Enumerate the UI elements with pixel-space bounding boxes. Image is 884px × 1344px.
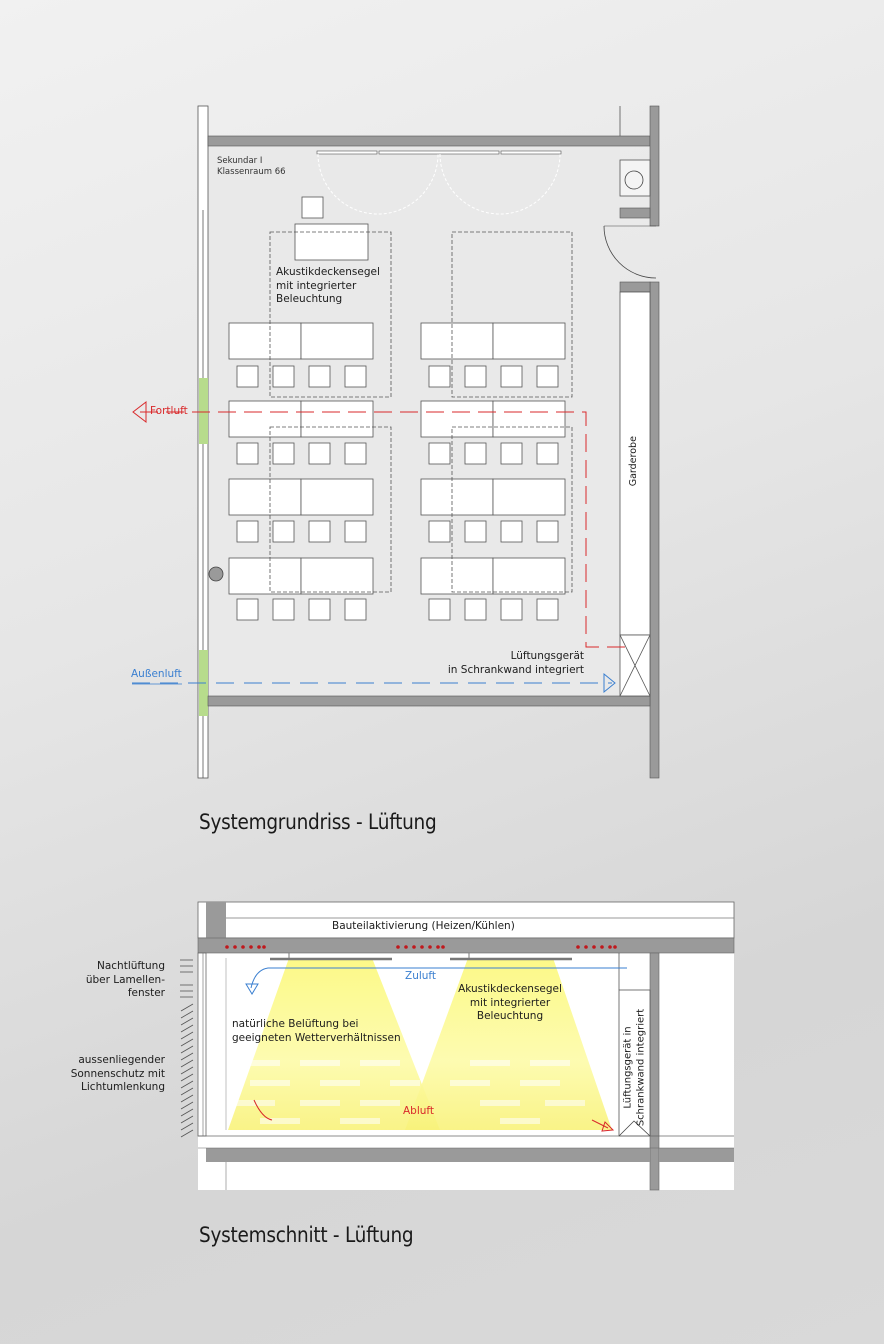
extract-air-label: Abluft (403, 1105, 435, 1117)
ventilation-unit-label: Lüftungsgerät in Schrankwand integriert (447, 650, 584, 676)
sun-shading-label: aussenliegender Sonnenschutz mit Lichtumlenkung (70, 1054, 165, 1094)
natural-ventilation-label: natürliche Belüftung bei geeigneten Wetterverhältnissen (232, 1018, 401, 1044)
section-caption: Systemschnitt - Lüftung (199, 1223, 414, 1247)
night-ventilation-label: Nachtlüftung über Lamellen- fenster (85, 960, 165, 1000)
teacher-desk (295, 224, 368, 260)
room-label: Sekundar I Klassenraum 66 (217, 156, 286, 178)
exhaust-label: Fortluft (150, 405, 188, 417)
window-pane-upper (199, 378, 208, 444)
column (209, 567, 223, 581)
section-drawing (0, 890, 884, 1200)
teacher-chair (302, 197, 323, 218)
wardrobe-label: Garderobe (627, 436, 639, 487)
section-unit-label: Lüftungsgerät in Schrankwand integriert (622, 1008, 646, 1127)
louvre-window (180, 960, 193, 997)
sink (620, 160, 650, 196)
floorplan-caption: Systemgrundriss - Lüftung (199, 810, 437, 834)
outdoor-air-label: Außenluft (131, 668, 182, 680)
section-acoustic-label: Akustikdeckensegel mit integrierter Beleuchtung (458, 983, 562, 1023)
ceiling-activation-label: Bauteilaktivierung (Heizen/Kühlen) (332, 920, 515, 932)
section-diagram (0, 890, 884, 1200)
acoustic-panel-label: Akustikdeckensegel mit integrierter Beleuchtung (276, 266, 380, 306)
sun-shading-louvres (181, 1004, 193, 1137)
supply-air-label: Zuluft (405, 970, 437, 982)
